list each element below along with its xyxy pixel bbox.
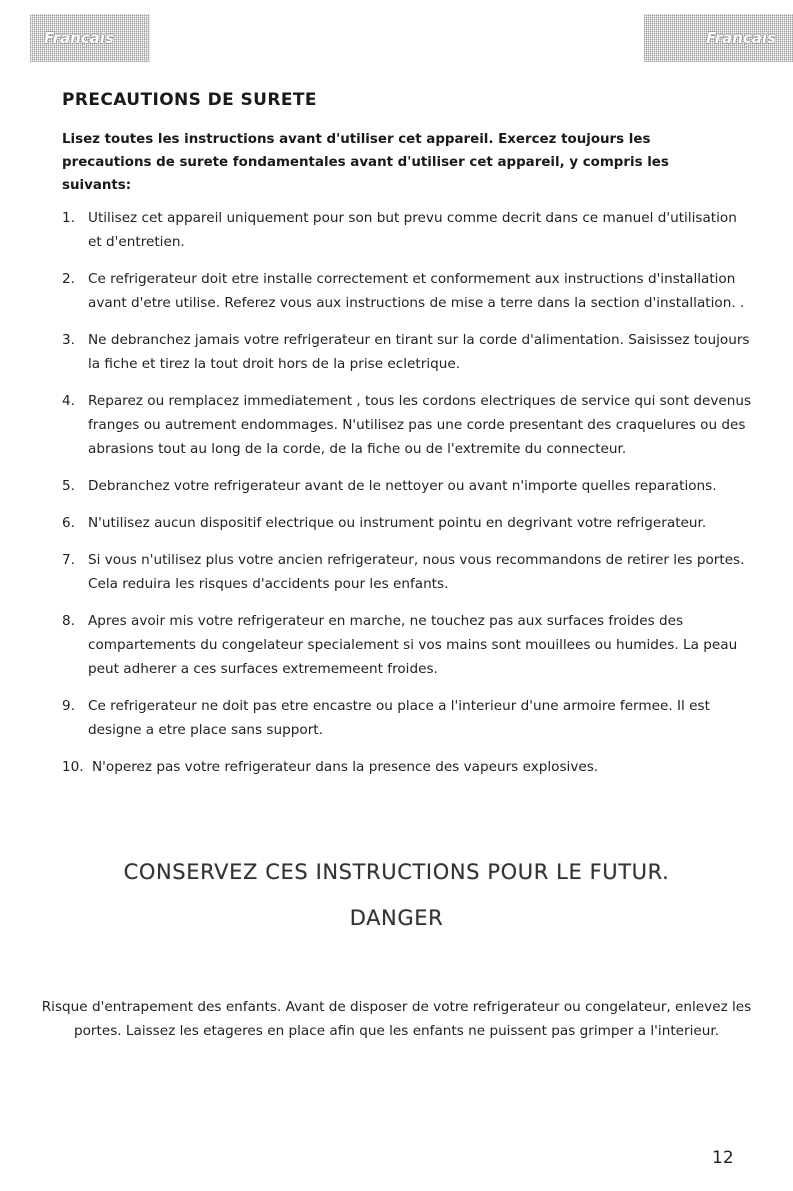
list-item	[62, 511, 752, 535]
item-text: Apres avoir mis votre refrigerateur en marche, ne touchez pas aux surfaces froides des compartements du congelateur specialement si vos mains sont mouillees ou humides. La peau peut adherer a ces surfaces extrememeent froides.	[88, 613, 738, 677]
item-text: N'operez pas votre refrigerateur dans la presence des vapeurs explosives.	[92, 759, 599, 775]
danger-heading: DANGER	[349, 906, 444, 930]
item-number: 9.	[62, 698, 75, 714]
list-item	[62, 755, 752, 779]
item-number: 2.	[62, 271, 75, 287]
list-item	[62, 267, 752, 315]
item-number: 7.	[62, 552, 75, 568]
danger-text: Risque d'entrapement des enfants. Avant de disposer de votre refrigerateur ou congelateur, enlevez les portes. Laissez les etageres en place afin que les enfants ne puissent pas grimper a l'interieur.	[41, 999, 752, 1039]
item-text: Si vous n'utilisez plus votre ancien refrigerateur, nous vous recommandons de retirer les portes. Cela reduira les risques d'accidents pour les enfants.	[88, 552, 745, 592]
list-item	[62, 206, 752, 254]
language-label-right: Français	[706, 29, 776, 47]
item-number: 5.	[62, 478, 75, 494]
language-tab-right	[644, 14, 793, 62]
item-text: Ce refrigerateur ne doit pas etre encastre ou place a l'interieur d'une armoire fermee. Il est designe a etre place sans support.	[88, 698, 710, 738]
item-text: Debranchez votre refrigerateur avant de le nettoyer ou avant n'importe quelles reparations.	[88, 478, 717, 494]
language-tab-left	[30, 14, 150, 62]
precautions-list	[62, 206, 752, 792]
item-number: 6.	[62, 515, 75, 531]
list-item	[62, 389, 752, 461]
list-item	[62, 548, 752, 596]
item-number: 8.	[62, 613, 75, 629]
list-item	[62, 609, 752, 681]
item-text: Reparez ou remplacez immediatement , tous les cordons electriques de service qui sont devenus franges ou autrement endommages. N'utilisez pas une corde presentant des craquelures ou des abrasions tout au long de la corde, de la fiche ou de l'extremite du connecteur.	[88, 393, 752, 457]
page-number: 12	[712, 1148, 734, 1168]
item-text: Utilisez cet appareil uniquement pour son but prevu comme decrit dans ce manuel d'utilisation et d'entretien.	[88, 210, 737, 250]
page-title: PRECAUTIONS DE SURETE	[62, 90, 317, 110]
list-item	[62, 328, 752, 376]
item-text: Ne debranchez jamais votre refrigerateur en tirant sur la corde d'alimentation. Saisissez toujours la fiche et tirez la tout droit hors de la prise ecletrique.	[88, 332, 750, 372]
item-text: N'utilisez aucun dispositif electrique ou instrument pointu en degrivant votre refrigerateur.	[88, 515, 707, 531]
item-number: 4.	[62, 393, 75, 409]
intro-paragraph: Lisez toutes les instructions avant d'utiliser cet appareil. Exercez toujours les precautions de surete fondamentales avant d'utiliser cet appareil, y compris les suivants:	[62, 132, 669, 193]
conserve-notice: CONSERVEZ CES INSTRUCTIONS POUR LE FUTUR.	[123, 860, 670, 884]
item-number: 10.	[62, 759, 84, 775]
item-number: 1.	[62, 210, 75, 226]
item-number: 3.	[62, 332, 75, 348]
list-item	[62, 694, 752, 742]
item-text: Ce refrigerateur doit etre installe correctement et conformement aux instructions d'installation avant d'etre utilise. Referez vous aux instructions de mise a terre dans la section d'installation. .	[88, 271, 745, 311]
language-label-left: Français	[44, 29, 114, 47]
list-item	[62, 474, 752, 498]
